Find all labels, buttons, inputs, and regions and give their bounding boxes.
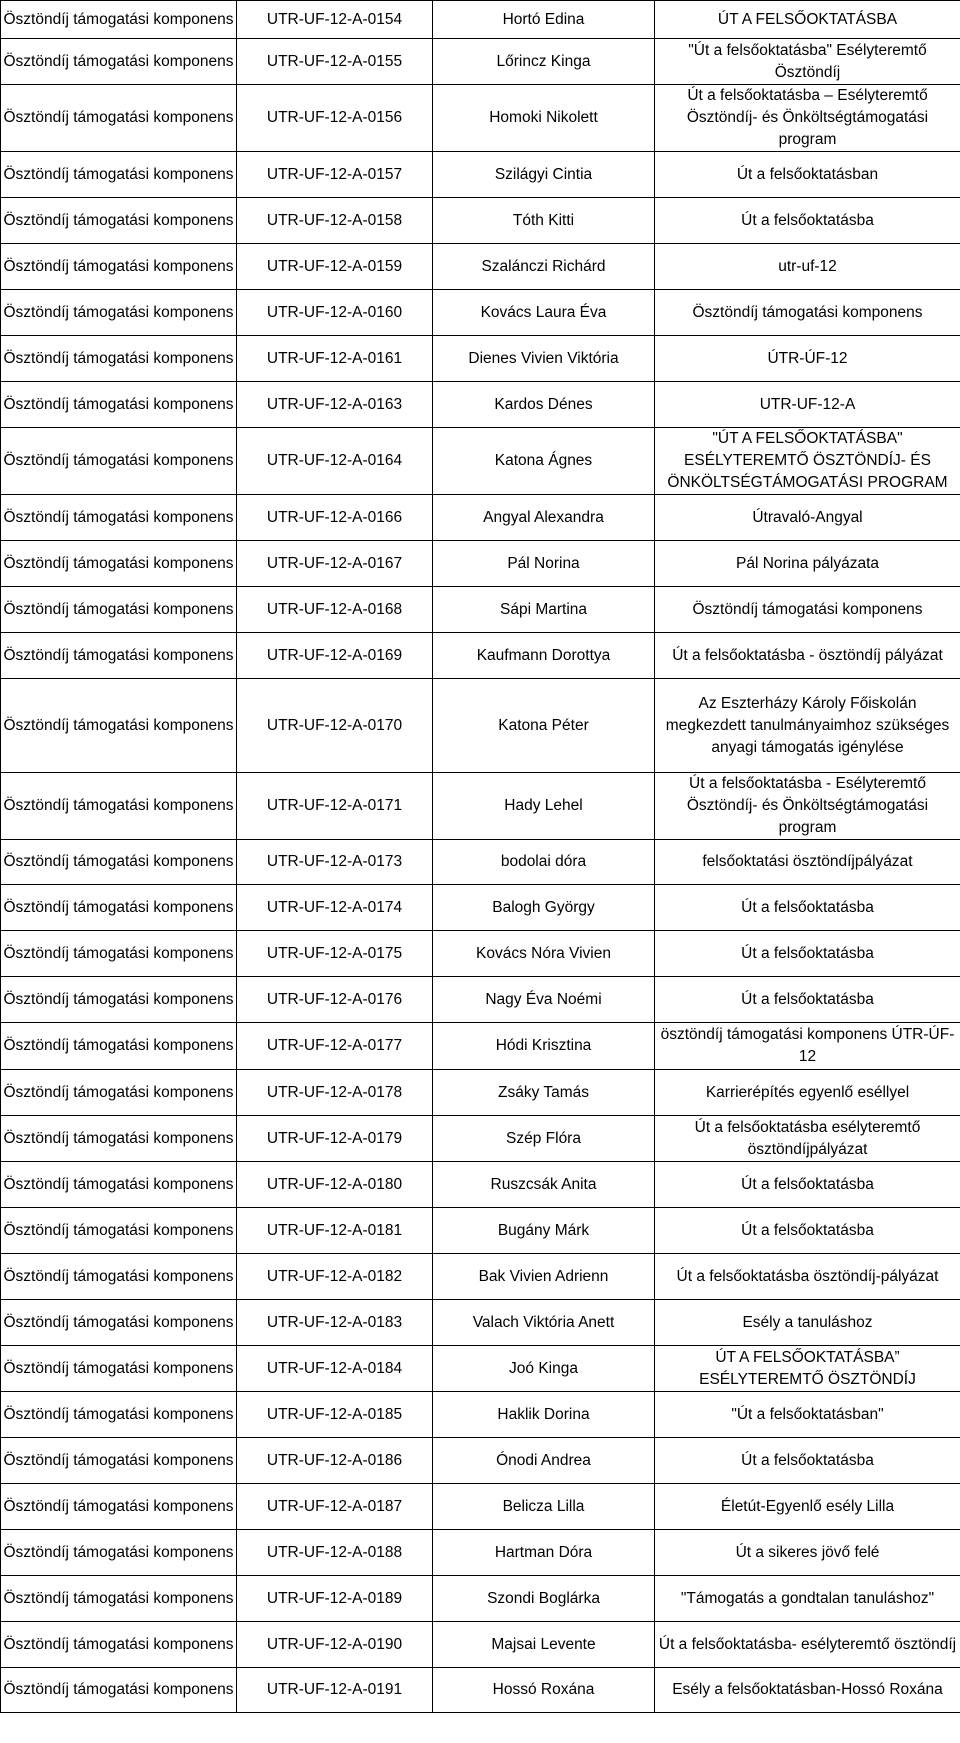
applicant-name-cell: Katona Péter (433, 679, 655, 773)
project-title-cell: ÚT A FELSŐOKTATÁSBA” ESÉLYTEREMTŐ ÖSZTÖNDÍJ (655, 1346, 960, 1392)
application-id-cell: UTR-UF-12-A-0156 (237, 85, 433, 152)
project-title-cell: Út a felsőoktatásba (655, 1162, 960, 1208)
applicant-name-cell: Pál Norina (433, 541, 655, 587)
table-row (1, 1208, 960, 1254)
table-row (1, 541, 960, 587)
table-row (1, 1668, 960, 1713)
table-row (1, 198, 960, 244)
table-row (1, 1023, 960, 1070)
project-title-cell: "Út a felsőoktatásban" (655, 1392, 960, 1438)
component-cell: Ösztöndíj támogatási komponens (1, 1484, 237, 1530)
project-title-cell: Ösztöndíj támogatási komponens (655, 290, 960, 336)
component-cell: Ösztöndíj támogatási komponens (1, 1070, 237, 1116)
component-cell: Ösztöndíj támogatási komponens (1, 1438, 237, 1484)
table-row (1, 773, 960, 840)
table-row (1, 244, 960, 290)
table-row (1, 1576, 960, 1622)
project-title-cell: Út a felsőoktatásban (655, 152, 960, 198)
component-cell: Ösztöndíj támogatási komponens (1, 39, 237, 85)
project-title-cell: Esély a tanuláshoz (655, 1300, 960, 1346)
component-cell: Ösztöndíj támogatási komponens (1, 633, 237, 679)
applicant-name-cell: Bugány Márk (433, 1208, 655, 1254)
component-cell: Ösztöndíj támogatási komponens (1, 495, 237, 541)
table-row (1, 1116, 960, 1162)
application-id-cell: UTR-UF-12-A-0163 (237, 382, 433, 428)
project-title-cell: ÚTR-ÚF-12 (655, 336, 960, 382)
project-title-cell: Út a felsőoktatásba (655, 1438, 960, 1484)
application-id-cell: UTR-UF-12-A-0183 (237, 1300, 433, 1346)
project-title-cell: Esély a felsőoktatásban-Hossó Roxána (655, 1668, 960, 1713)
component-cell: Ösztöndíj támogatási komponens (1, 931, 237, 977)
component-cell: Ösztöndíj támogatási komponens (1, 1, 237, 39)
table-row (1, 840, 960, 885)
application-id-cell: UTR-UF-12-A-0174 (237, 885, 433, 931)
application-id-cell: UTR-UF-12-A-0178 (237, 1070, 433, 1116)
table-row (1, 679, 960, 773)
applicant-name-cell: Hódi Krisztina (433, 1023, 655, 1070)
component-cell: Ösztöndíj támogatási komponens (1, 1668, 237, 1713)
application-id-cell: UTR-UF-12-A-0173 (237, 840, 433, 885)
table-row (1, 931, 960, 977)
applicant-name-cell: Szilágyi Cintia (433, 152, 655, 198)
applicant-name-cell: Kardos Dénes (433, 382, 655, 428)
applicant-name-cell: Joó Kinga (433, 1346, 655, 1392)
applicant-name-cell: Szép Flóra (433, 1116, 655, 1162)
component-cell: Ösztöndíj támogatási komponens (1, 885, 237, 931)
applicant-name-cell: Balogh György (433, 885, 655, 931)
component-cell: Ösztöndíj támogatási komponens (1, 336, 237, 382)
project-title-cell: Út a felsőoktatásba (655, 931, 960, 977)
component-cell: Ösztöndíj támogatási komponens (1, 382, 237, 428)
project-title-cell: Út a felsőoktatásba - ösztöndíj pályázat (655, 633, 960, 679)
application-id-cell: UTR-UF-12-A-0160 (237, 290, 433, 336)
table-row (1, 977, 960, 1023)
applicant-name-cell: Sápi Martina (433, 587, 655, 633)
applicant-name-cell: Bak Vivien Adrienn (433, 1254, 655, 1300)
application-id-cell: UTR-UF-12-A-0179 (237, 1116, 433, 1162)
table-row (1, 1438, 960, 1484)
project-title-cell: Út a felsőoktatásba ösztöndíj-pályázat (655, 1254, 960, 1300)
component-cell: Ösztöndíj támogatási komponens (1, 773, 237, 840)
table-row (1, 1162, 960, 1208)
application-id-cell: UTR-UF-12-A-0186 (237, 1438, 433, 1484)
application-id-cell: UTR-UF-12-A-0176 (237, 977, 433, 1023)
component-cell: Ösztöndíj támogatási komponens (1, 840, 237, 885)
applicant-name-cell: Valach Viktória Anett (433, 1300, 655, 1346)
project-title-cell: Út a felsőoktatásba- esélyteremtő ösztöndíj (655, 1622, 960, 1668)
project-title-cell: Út a felsőoktatásba (655, 1208, 960, 1254)
project-title-cell: utr-uf-12 (655, 244, 960, 290)
component-cell: Ösztöndíj támogatási komponens (1, 290, 237, 336)
application-id-cell: UTR-UF-12-A-0164 (237, 428, 433, 495)
applicant-name-cell: Hartman Dóra (433, 1530, 655, 1576)
component-cell: Ösztöndíj támogatási komponens (1, 977, 237, 1023)
table-row (1, 428, 960, 495)
project-title-cell: ösztöndíj támogatási komponens ÚTR-ÚF-12 (655, 1023, 960, 1070)
table-row (1, 1300, 960, 1346)
applicant-name-cell: Angyal Alexandra (433, 495, 655, 541)
component-cell: Ösztöndíj támogatási komponens (1, 198, 237, 244)
application-id-cell: UTR-UF-12-A-0159 (237, 244, 433, 290)
applicant-name-cell: Hortó Edina (433, 1, 655, 39)
table-row (1, 1622, 960, 1668)
applicant-name-cell: Nagy Éva Noémi (433, 977, 655, 1023)
project-title-cell: Út a felsőoktatásba (655, 198, 960, 244)
component-cell: Ösztöndíj támogatási komponens (1, 1300, 237, 1346)
applicant-name-cell: Haklik Dorina (433, 1392, 655, 1438)
component-cell: Ösztöndíj támogatási komponens (1, 152, 237, 198)
application-id-cell: UTR-UF-12-A-0168 (237, 587, 433, 633)
applicant-name-cell: Katona Ágnes (433, 428, 655, 495)
project-title-cell: "Út a felsőoktatásba" Esélyteremtő Ösztöndíj (655, 39, 960, 85)
applicant-name-cell: Szalánczi Richárd (433, 244, 655, 290)
application-id-cell: UTR-UF-12-A-0188 (237, 1530, 433, 1576)
project-title-cell: Út a felsőoktatásba (655, 885, 960, 931)
applicant-name-cell: Majsai Levente (433, 1622, 655, 1668)
application-id-cell: UTR-UF-12-A-0187 (237, 1484, 433, 1530)
application-id-cell: UTR-UF-12-A-0157 (237, 152, 433, 198)
applicant-name-cell: Dienes Vivien Viktória (433, 336, 655, 382)
application-id-cell: UTR-UF-12-A-0155 (237, 39, 433, 85)
table-row (1, 495, 960, 541)
project-title-cell: Útravaló-Angyal (655, 495, 960, 541)
project-title-cell: Út a felsőoktatásba - Esélyteremtő Ösztöndíj- és Önköltségtámogatási program (655, 773, 960, 840)
applicant-name-cell: Homoki Nikolett (433, 85, 655, 152)
project-title-cell: ÚT A FELSŐOKTATÁSBA (655, 1, 960, 39)
table-row (1, 1070, 960, 1116)
application-id-cell: UTR-UF-12-A-0158 (237, 198, 433, 244)
application-id-cell: UTR-UF-12-A-0154 (237, 1, 433, 39)
table-row (1, 382, 960, 428)
project-title-cell: "ÚT A FELSŐOKTATÁSBA" ESÉLYTEREMTŐ ÖSZTÖNDÍJ- ÉS ÖNKÖLTSÉGTÁMOGATÁSI PROGRAM (655, 428, 960, 495)
applicant-name-cell: Kaufmann Dorottya (433, 633, 655, 679)
project-title-cell: Pál Norina pályázata (655, 541, 960, 587)
component-cell: Ösztöndíj támogatási komponens (1, 1346, 237, 1392)
application-id-cell: UTR-UF-12-A-0190 (237, 1622, 433, 1668)
component-cell: Ösztöndíj támogatási komponens (1, 244, 237, 290)
project-title-cell: Út a felsőoktatásba (655, 977, 960, 1023)
applicant-name-cell: bodolai dóra (433, 840, 655, 885)
project-title-cell: Út a felsőoktatásba – Esélyteremtő Ösztöndíj- és Önköltségtámogatási program (655, 85, 960, 152)
applicant-name-cell: Ruszcsák Anita (433, 1162, 655, 1208)
component-cell: Ösztöndíj támogatási komponens (1, 85, 237, 152)
project-title-cell: Életút-Egyenlő esély Lilla (655, 1484, 960, 1530)
table-row (1, 336, 960, 382)
application-id-cell: UTR-UF-12-A-0182 (237, 1254, 433, 1300)
application-id-cell: UTR-UF-12-A-0180 (237, 1162, 433, 1208)
component-cell: Ösztöndíj támogatási komponens (1, 1023, 237, 1070)
table-row (1, 587, 960, 633)
applicant-name-cell: Kovács Laura Éva (433, 290, 655, 336)
application-id-cell: UTR-UF-12-A-0171 (237, 773, 433, 840)
component-cell: Ösztöndíj támogatási komponens (1, 1208, 237, 1254)
table-row (1, 1530, 960, 1576)
applicant-name-cell: Hossó Roxána (433, 1668, 655, 1713)
table-row (1, 152, 960, 198)
application-id-cell: UTR-UF-12-A-0184 (237, 1346, 433, 1392)
component-cell: Ösztöndíj támogatási komponens (1, 428, 237, 495)
project-title-cell: Út a sikeres jövő felé (655, 1530, 960, 1576)
application-id-cell: UTR-UF-12-A-0177 (237, 1023, 433, 1070)
component-cell: Ösztöndíj támogatási komponens (1, 1392, 237, 1438)
project-title-cell: UTR-UF-12-A (655, 382, 960, 428)
applicant-name-cell: Tóth Kitti (433, 198, 655, 244)
applicant-name-cell: Hady Lehel (433, 773, 655, 840)
project-title-cell: Karrierépítés egyenlő eséllyel (655, 1070, 960, 1116)
project-title-cell: "Támogatás a gondtalan tanuláshoz" (655, 1576, 960, 1622)
component-cell: Ösztöndíj támogatási komponens (1, 1576, 237, 1622)
table-row (1, 1346, 960, 1392)
application-id-cell: UTR-UF-12-A-0175 (237, 931, 433, 977)
application-id-cell: UTR-UF-12-A-0161 (237, 336, 433, 382)
applicant-name-cell: Zsáky Tamás (433, 1070, 655, 1116)
component-cell: Ösztöndíj támogatási komponens (1, 1116, 237, 1162)
table-body (1, 1, 960, 1713)
application-id-cell: UTR-UF-12-A-0169 (237, 633, 433, 679)
applicant-name-cell: Lőrincz Kinga (433, 39, 655, 85)
table-row (1, 1254, 960, 1300)
application-id-cell: UTR-UF-12-A-0166 (237, 495, 433, 541)
table-row (1, 85, 960, 152)
component-cell: Ösztöndíj támogatási komponens (1, 1254, 237, 1300)
table-row (1, 633, 960, 679)
application-id-cell: UTR-UF-12-A-0189 (237, 1576, 433, 1622)
application-id-cell: UTR-UF-12-A-0170 (237, 679, 433, 773)
project-title-cell: Az Eszterházy Károly Főiskolán megkezdett tanulmányaimhoz szükséges anyagi támogatás igénylése (655, 679, 960, 773)
project-title-cell: felsőoktatási ösztöndíjpályázat (655, 840, 960, 885)
applicant-name-cell: Szondi Boglárka (433, 1576, 655, 1622)
application-id-cell: UTR-UF-12-A-0185 (237, 1392, 433, 1438)
component-cell: Ösztöndíj támogatási komponens (1, 541, 237, 587)
table-row (1, 290, 960, 336)
table-row (1, 885, 960, 931)
application-id-cell: UTR-UF-12-A-0191 (237, 1668, 433, 1713)
table-row (1, 1392, 960, 1438)
project-title-cell: Ösztöndíj támogatási komponens (655, 587, 960, 633)
table-row (1, 39, 960, 85)
application-id-cell: UTR-UF-12-A-0167 (237, 541, 433, 587)
table-row (1, 1484, 960, 1530)
table-row (1, 1, 960, 39)
applicant-name-cell: Ónodi Andrea (433, 1438, 655, 1484)
component-cell: Ösztöndíj támogatási komponens (1, 1530, 237, 1576)
component-cell: Ösztöndíj támogatási komponens (1, 587, 237, 633)
component-cell: Ösztöndíj támogatási komponens (1, 1162, 237, 1208)
component-cell: Ösztöndíj támogatási komponens (1, 679, 237, 773)
applicant-name-cell: Kovács Nóra Vivien (433, 931, 655, 977)
applicant-name-cell: Belicza Lilla (433, 1484, 655, 1530)
component-cell: Ösztöndíj támogatási komponens (1, 1622, 237, 1668)
project-title-cell: Út a felsőoktatásba esélyteremtő ösztöndíjpályázat (655, 1116, 960, 1162)
application-id-cell: UTR-UF-12-A-0181 (237, 1208, 433, 1254)
